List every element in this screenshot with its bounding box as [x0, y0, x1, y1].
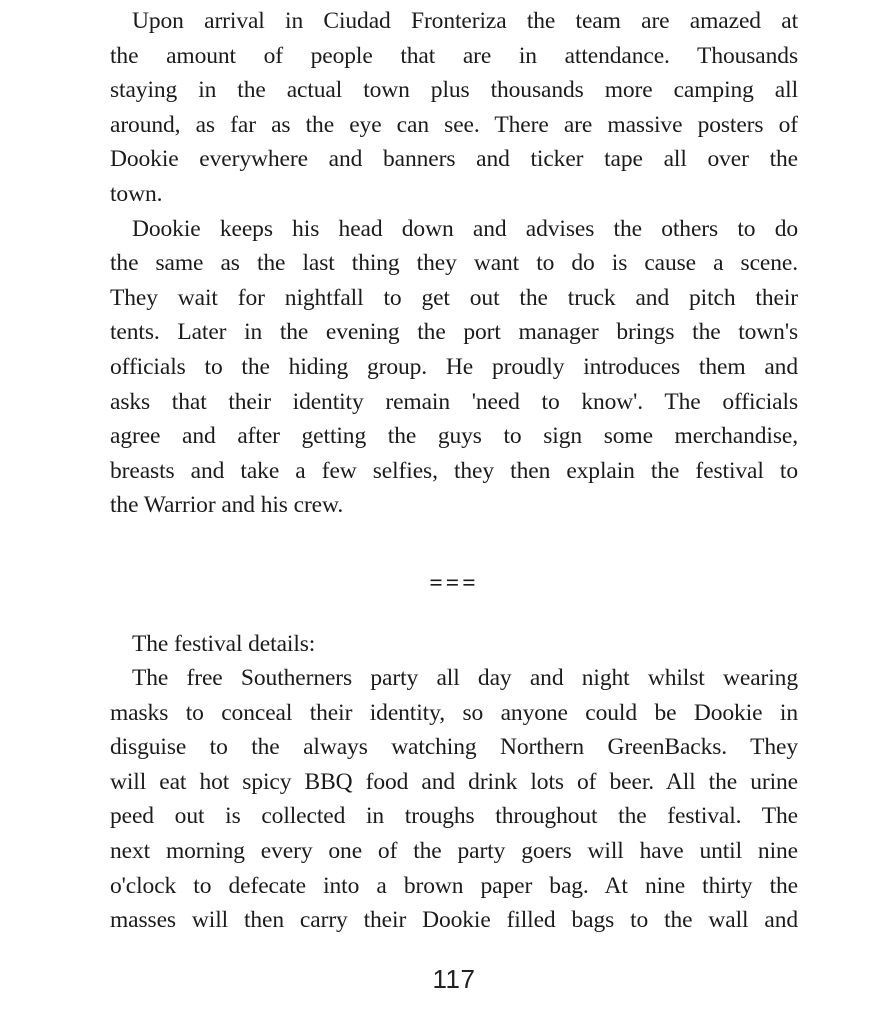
text-line: asks that their identity remain 'need to know'. The officials: [110, 388, 798, 415]
text-line: Dookie everywhere and banners and ticker tape all over the: [110, 146, 798, 173]
text-line: o'clock to defecate into a brown paper bag. At nine thirty the: [110, 872, 798, 899]
text-line: Dookie keeps his head down and advises the others to do: [132, 215, 798, 242]
text-line: officials to the hiding group. He proudly introduces them and: [110, 353, 798, 380]
paragraph-2: [110, 212, 798, 523]
text-line: the Warrior and his crew.: [110, 492, 344, 519]
paragraph-1: [110, 4, 798, 212]
text-line: agree and after getting the guys to sign some merchandise,: [110, 423, 798, 450]
text-line: next morning every one of the party goers will have until nine: [110, 838, 798, 865]
paragraph-3: [110, 661, 798, 938]
text-line: staying in the actual town plus thousands more camping all: [110, 77, 798, 104]
text-column: [110, 4, 798, 996]
text-line: the same as the last thing they want to do is cause a scene.: [110, 250, 798, 277]
text-line: Upon arrival in Ciudad Fronteriza the team are amazed at: [132, 8, 798, 34]
page-number: 117: [432, 963, 476, 994]
text-line: masks to conceal their identity, so anyone could be Dookie in: [110, 699, 798, 726]
text-line: The free Southerners party all day and night whilst wearing: [132, 665, 798, 692]
text-line: will eat hot spicy BBQ food and drink lots of beer. All the urine: [110, 768, 798, 795]
section-heading: The festival details:: [132, 630, 316, 657]
section-divider: ===: [429, 569, 479, 596]
text-line: disguise to the always watching Northern GreenBacks. They: [110, 734, 798, 761]
text-line: masses will then carry their Dookie filled bags to the wall and: [110, 907, 798, 934]
text-line: the amount of people that are in attendance. Thousands: [110, 42, 798, 69]
text-line: breasts and take a few selfies, they then explain the festival to: [110, 457, 798, 484]
text-line: tents. Later in the evening the port manager brings the town's: [110, 319, 798, 346]
text-line: They wait for nightfall to get out the truck and pitch their: [110, 284, 798, 311]
text-line: town.: [110, 180, 163, 207]
text-line: around, as far as the eye can see. There are massive posters of: [110, 111, 798, 138]
text-line: peed out is collected in troughs throughout the festival. The: [110, 803, 798, 830]
